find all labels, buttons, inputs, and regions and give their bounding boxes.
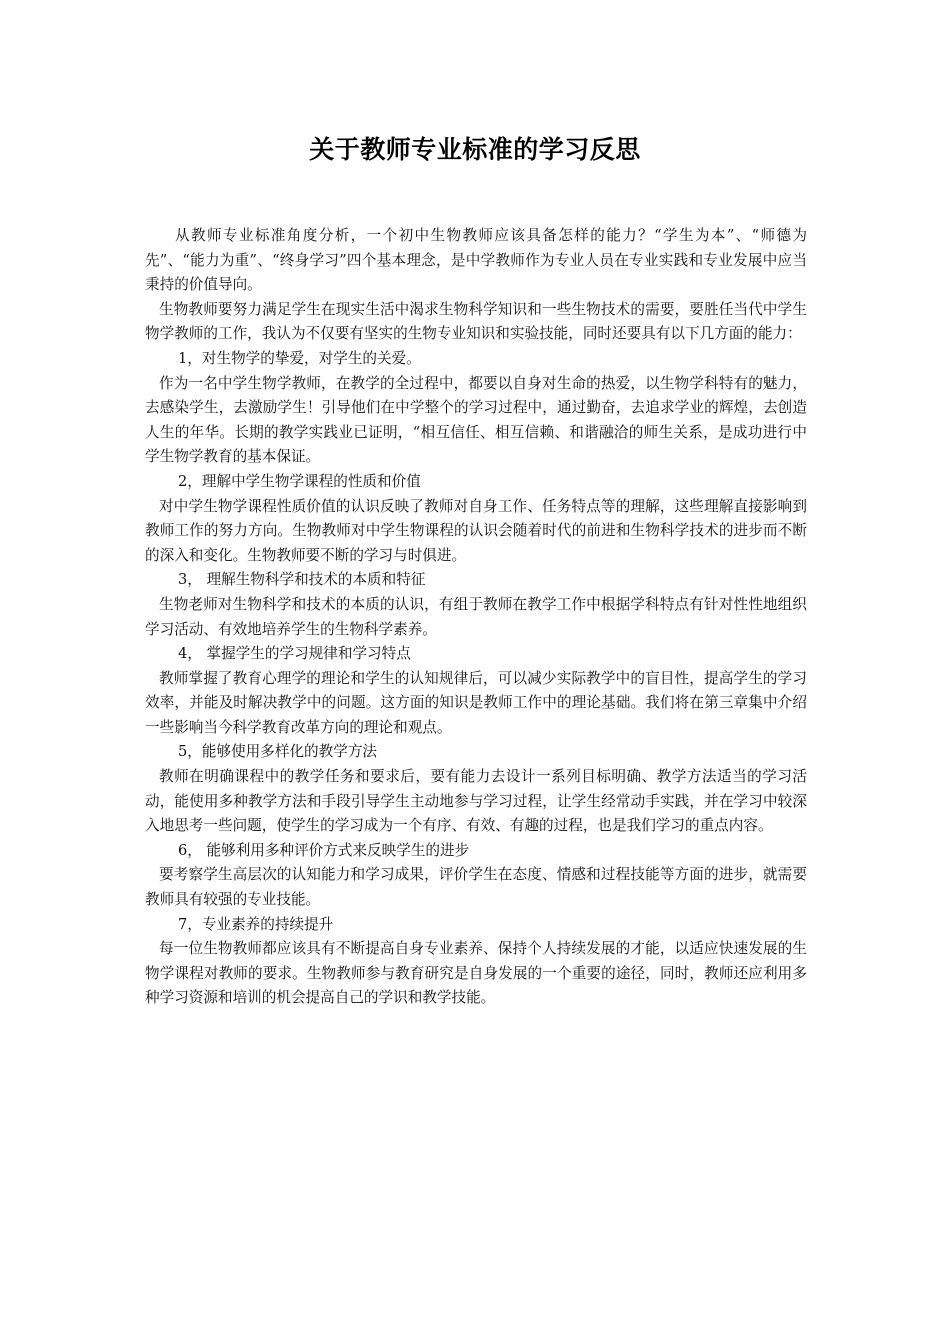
paragraph: 对中学生物学课程性质价值的认识反映了教师对自身工作、任务特点等的理解，这些理解直接影响到教师工作的努力方向。生物教师对中学生物课程的认识会随着时代的前进和生物科学技术的进步而不断的深入和变化。生物教师要不断的学习与时俱进。: [145, 497, 807, 564]
document-body: [145, 224, 807, 1011]
section-heading-5: 5，能够使用多样化的教学方法: [178, 743, 378, 761]
section-heading-1: 1，对生物学的挚爱，对学生的关爱。: [178, 349, 421, 367]
paragraph: 教师在明确课程中的教学任务和要求后，要有能力去设计一系列目标明确、教学方法适当的学习活动，能使用多种教学方法和手段引导学生主动地参与学习过程，让学生经常动手实践，并在学习中较深入地思考一些问题，使学生的学习成为一个有序、有效、有趣的过程，也是我们学习的重点内容。: [145, 768, 807, 835]
paragraph-intro: 从教师专业标准角度分析，一个初中生物教师应该具备怎样的能力？“学生为本”、“师德为先”、“能力为重”、“终身学习”四个基本理念，是中学教师作为专业人员在专业实践和专业发展中应当秉持的价值导向。: [145, 227, 807, 294]
paragraph: 生物教师要努力满足学生在现实生活中渴求生物科学知识和一些生物技术的需要，要胜任当代中学生物学教师的工作，我认为不仅要有坚实的生物专业知识和实验技能，同时还要具有以下几方面的能力：: [145, 300, 807, 343]
paragraph: 生物老师对生物科学和技术的本质的认识，有组于教师在教学工作中根据学科特点有针对性性地组织学习活动、有效地培养学生的生物科学素养。: [145, 595, 807, 638]
paragraph: 作为一名中学生物学教师，在教学的全过程中，都要以自身对生命的热爱，以生物学科特有的魅力，去感染学生，去激励学生！引导他们在中学整个的学习过程中，通过勤奋，去追求学业的辉煌，去创造人生的年华。长期的教学实践业已证明，“相互信任、相互信赖、和谐融洽的师生关系，是成功进行中学生物学教育的基本保证。: [145, 374, 807, 466]
section-heading-3: 3， 理解生物科学和技术的本质和特征: [178, 571, 426, 589]
paragraph: 教师掌握了教育心理学的理论和学生的认知规律后，可以减少实际教学中的盲目性，提高学生的学习效率，并能及时解决教学中的问题。这方面的知识是教师工作中的理论基础。我们将在第三章集中介绍一些影响当今科学教育改革方向的理论和观点。: [145, 669, 807, 736]
document-title: 关于教师专业标准的学习反思: [309, 135, 641, 164]
paragraph: 每一位生物教师都应该具有不断提高自身专业素养、保持个人持续发展的才能，以适应快速发展的生物学课程对教师的要求。生物教师参与教育研究是自身发展的一个重要的途径，同时，教师还应利用多种学习资源和培训的机会提高自己的学识和教学技能。: [145, 940, 807, 1007]
paragraph: 要考察学生高层次的认知能力和学习成果，评价学生在态度、情感和过程技能等方面的进步，就需要教师具有较强的专业技能。: [145, 866, 807, 909]
section-heading-7: 7，专业素养的持续提升: [178, 915, 334, 933]
section-heading-4: 4， 掌握学生的学习规律和学习特点: [178, 645, 411, 663]
section-heading-6: 6， 能够利用多种评价方式来反映学生的进步: [178, 841, 470, 859]
section-heading-2: 2，理解中学生物学课程的性质和价值: [178, 472, 421, 490]
